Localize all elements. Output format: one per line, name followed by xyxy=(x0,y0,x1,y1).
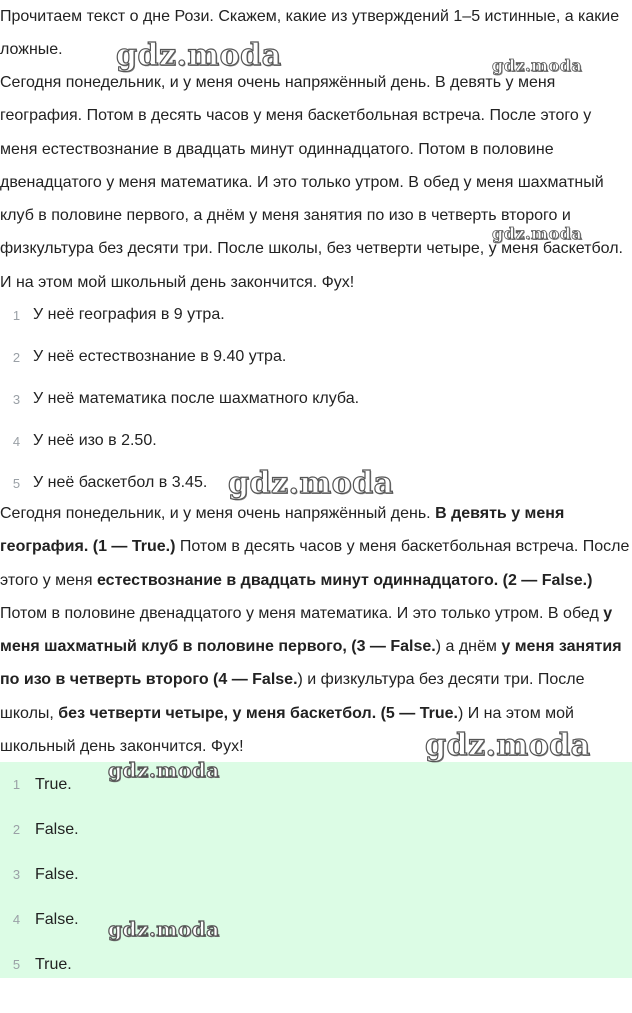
item-text: True. xyxy=(35,775,72,793)
list-item xyxy=(0,336,632,378)
answer-bold: у меня шахматный клуб в половине первого, (3 — False. xyxy=(0,604,613,656)
answer-text: ) и физкультура без десяти три. После школы, xyxy=(0,671,585,722)
item-text: False. xyxy=(35,820,79,838)
item-number: 5 xyxy=(12,475,21,491)
item-number: 1 xyxy=(12,777,21,792)
answer-bold: естествознание в двадцать минут одиннадцатого. (2 — False.) xyxy=(96,571,593,589)
watermark: gdz.moda xyxy=(108,917,220,941)
list-item xyxy=(0,807,632,852)
answer-bold: у меня занятия по изо в четверть второго (4 — False. xyxy=(0,638,622,689)
item-text: У неё изо в 2.50. xyxy=(33,432,157,449)
list-item xyxy=(0,897,632,942)
watermark: gdz.moda xyxy=(492,56,583,75)
answer-text: Потом в десять часов у меня баскетбольная встреча. После этого у меня xyxy=(0,538,630,589)
watermark: gdz.moda xyxy=(492,224,583,243)
item-number: 4 xyxy=(12,433,21,449)
item-text: У неё естествознание в 9.40 утра. xyxy=(33,348,287,365)
list-item xyxy=(0,762,632,807)
list-item xyxy=(0,852,632,897)
watermark: gdz.moda xyxy=(425,728,591,763)
answer-explanation xyxy=(0,497,632,763)
answer-bold: без четверти четыре, у меня баскетбол. (5 — True. xyxy=(58,704,458,722)
item-number: 3 xyxy=(12,391,21,407)
item-number: 3 xyxy=(12,867,21,882)
answer-text: Сегодня понедельник, и у меня очень напряжённый день. xyxy=(0,505,436,522)
intro-text: Прочитаем текст о дне Рози. Скажем, какие из утверждений 1–5 истинные, а какие ложные. xyxy=(0,8,620,59)
item-text: False. xyxy=(35,910,79,928)
item-number: 5 xyxy=(12,957,21,972)
answer-bold: В девять у меня география. (1 — True.) xyxy=(0,505,565,556)
item-text: False. xyxy=(35,865,79,883)
answer-text: Потом в половине двенадцатого у меня математика. И это только утром. В обед xyxy=(0,604,604,622)
item-number: 2 xyxy=(12,349,21,365)
list-item xyxy=(0,942,632,987)
item-number: 4 xyxy=(12,912,21,927)
answer-text: ) И на этом мой школьный день закончится. Фух! xyxy=(0,704,574,756)
list-item xyxy=(0,294,632,336)
item-number: 2 xyxy=(12,822,21,837)
watermark: gdz.moda xyxy=(228,466,394,501)
watermark: gdz.moda xyxy=(108,758,220,782)
list-item xyxy=(0,378,632,420)
item-text: У неё баскетбол в 3.45. xyxy=(33,474,208,491)
item-text: У неё математика после шахматного клуба. xyxy=(33,390,360,407)
item-number: 1 xyxy=(12,307,21,323)
story-text: Сегодня понедельник, и у меня очень напряжённый день. В девять у меня география. Потом в десять часов у меня баскетбольная встреча. После этого у меня естествознание в двадцать минут одиннадцатого. Потом в половине двенадцатого у меня математика. И это только утром. В обед у меня шахматный клуб в половине первого, а днём у меня занятия по изо в четверть второго и физкультура без десяти три. После школы, без четверти четыре, у меня баскетбол. И на этом мой школьный день закончится. Фух! xyxy=(0,74,623,291)
list-item xyxy=(0,420,632,462)
answer-text: ) а днём xyxy=(435,638,502,656)
item-text: True. xyxy=(35,955,72,973)
answers-box xyxy=(0,762,632,978)
item-text: У неё география в 9 утра. xyxy=(33,306,225,323)
watermark: gdz.moda xyxy=(116,38,282,73)
